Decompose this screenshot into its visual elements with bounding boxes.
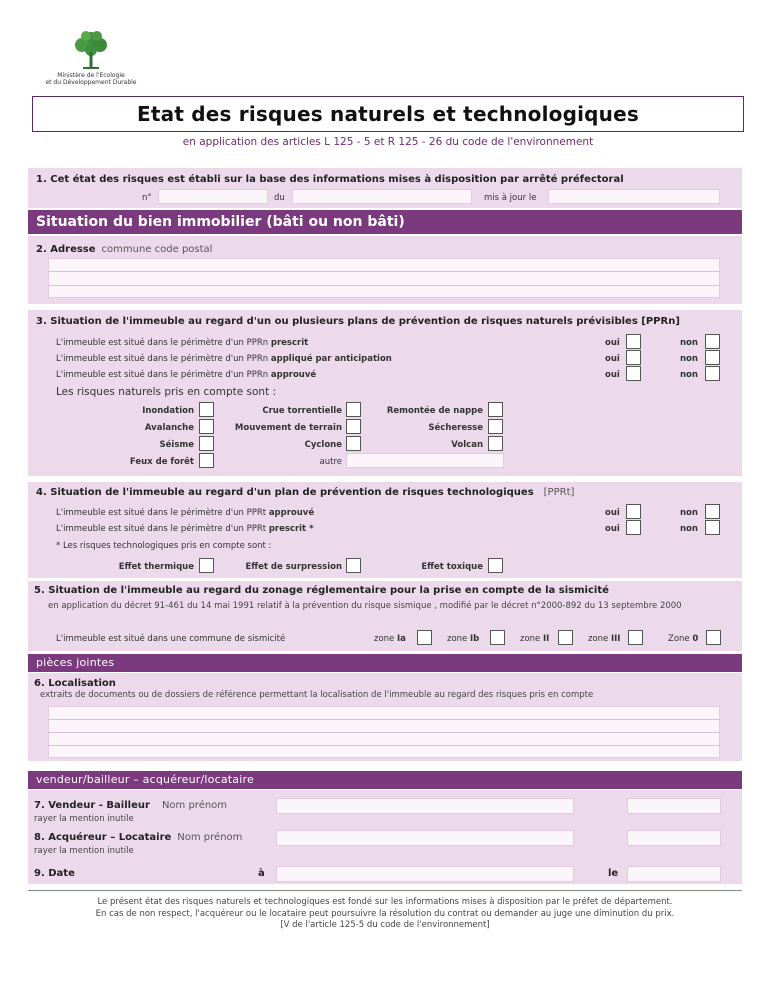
pprt-row-prescrit: L'immeuble est situé dans le périmètre d'un PPRt prescrit * [56, 524, 314, 534]
localisation-line-3 [48, 745, 720, 746]
pprn-approuve-non-checkbox[interactable] [705, 366, 720, 381]
pprn-row-approuve: L'immeuble est situé dans le périmètre d'un PPRn approuvé [56, 370, 317, 380]
risk-seisme-checkbox[interactable] [199, 436, 214, 451]
date-field[interactable] [627, 866, 721, 882]
vendeur-name-field[interactable] [276, 798, 574, 814]
risk-secheresse-checkbox[interactable] [488, 419, 503, 434]
effect-toxique-checkbox[interactable] [488, 558, 503, 573]
footer-notice [30, 897, 740, 932]
date-le-label: le [608, 868, 619, 879]
pprn-oui-label-2: oui [605, 354, 620, 364]
vendeur-name-label: Nom prénom [161, 800, 228, 811]
risk-volcan-checkbox[interactable] [488, 436, 503, 451]
pprn-non-label-2: non [680, 354, 698, 364]
risk-cyclone-checkbox[interactable] [346, 436, 361, 451]
pprn-prescrit-non-checkbox[interactable] [705, 334, 720, 349]
pieces-jointes-bar: pièces jointes [28, 654, 742, 672]
zone-ia-checkbox[interactable] [417, 630, 432, 645]
pprt-heading: 4. Situation de l'immeuble au regard d'un plan de prévention de risques technologiques [36, 487, 534, 498]
zone-ia-label: zone Ia [374, 634, 406, 644]
localisation-desc: extraits de documents ou de dossiers de référence permettant la localisation de l'immeuble au regard des risques pris en compte [40, 690, 594, 700]
effect-surpression-label: Effet de surpression [245, 562, 342, 572]
pprn-anticipation-non-checkbox[interactable] [705, 350, 720, 365]
zone-iii-label: zone III [588, 634, 621, 644]
address-line-1 [48, 271, 720, 272]
pprn-anticipation-oui-checkbox[interactable] [626, 350, 641, 365]
section-6-heading: 6. Localisation [34, 678, 116, 689]
effect-thermique-checkbox[interactable] [199, 558, 214, 573]
footer-line-2: En cas de non respect, l'acquéreur ou le locataire peut poursuivre la résolution du contrat ou demander au juge une diminution du prix. [95, 908, 675, 919]
date-place-field[interactable] [276, 866, 574, 882]
risk-seisme-label: Séisme [159, 440, 194, 450]
risk-mouvement-label: Mouvement de terrain [234, 423, 342, 433]
risk-avalanche-label: Avalanche [144, 423, 194, 433]
risk-remontee-checkbox[interactable] [488, 402, 503, 417]
pprn-non-label-1: non [680, 338, 698, 348]
zone-ii-checkbox[interactable] [558, 630, 573, 645]
acquereur-name-field[interactable] [276, 830, 574, 846]
vendeur-acquereur-bar: vendeur/bailleur – acquéreur/locataire [28, 771, 742, 789]
arrete-date-label: du [274, 193, 285, 203]
risk-feux-checkbox[interactable] [199, 453, 214, 468]
effect-surpression-checkbox[interactable] [346, 558, 361, 573]
title-box [32, 96, 744, 132]
acquereur-heading: 8. Acquéreur – Locataire [34, 832, 172, 843]
ministry-logo [36, 28, 146, 86]
zone-ib-label: zone Ib [447, 634, 480, 644]
logo-line-1: Ministère de l'Ecologie [57, 72, 125, 79]
pprt-oui-label-1: oui [605, 508, 620, 518]
risk-avalanche-checkbox[interactable] [199, 419, 214, 434]
pprt-oui-label-2: oui [605, 524, 620, 534]
vendeur-extra-field[interactable] [627, 798, 721, 814]
pprn-oui-label-1: oui [605, 338, 620, 348]
seismic-row-text: L'immeuble est situé dans une commune de sismicité [56, 634, 286, 644]
pprn-row-anticipation: L'immeuble est situé dans le périmètre d'un PPRn appliqué par anticipation [56, 354, 392, 364]
pprn-row-prescrit: L'immeuble est situé dans le périmètre d'un PPRn prescrit [56, 338, 309, 348]
natural-risks-title: Les risques naturels pris en compte sont : [56, 386, 277, 398]
pprt-risks-note: * Les risques technologiques pris en compte sont : [56, 541, 272, 551]
footer-line-3: [V de l'article 125-5 du code de l'environnement] [280, 920, 490, 930]
section-3-heading: 3. Situation de l'immeuble au regard d'un ou plusieurs plans de prévention de risques naturels prévisibles [PPRn] [36, 316, 680, 327]
risk-feux-label: Feux de forêt [129, 457, 194, 467]
risk-mouvement-checkbox[interactable] [346, 419, 361, 434]
date-place-label: à [258, 868, 265, 879]
zone-iii-checkbox[interactable] [628, 630, 643, 645]
pprt-prescrit-oui-checkbox[interactable] [626, 520, 641, 535]
pprt-non-label-1: non [680, 508, 698, 518]
page-subtitle: en application des articles L 125 - 5 et R 125 - 26 du code de l'environnement [182, 136, 594, 148]
section-8-heading [34, 832, 242, 843]
page-title: Etat des risques naturels et technologiques [137, 102, 639, 126]
pprt-tag: [PPRt] [543, 487, 575, 498]
risk-secheresse-label: Sécheresse [428, 423, 483, 433]
risk-crue-label: Crue torrentielle [262, 406, 342, 416]
risk-autre-field[interactable] [346, 453, 504, 468]
arrete-number-label: n° [142, 193, 152, 203]
address-sublabel: commune code postal [101, 244, 213, 255]
section-1-heading: 1. Cet état des risques est établi sur la base des informations mises à disposition par arrêté préfectoral [36, 174, 624, 185]
arrete-date-field[interactable] [292, 189, 472, 204]
address-field[interactable] [48, 258, 720, 298]
pprt-approuve-oui-checkbox[interactable] [626, 504, 641, 519]
section-9-heading: 9. Date [34, 868, 75, 879]
vendeur-heading: 7. Vendeur - Bailleur [34, 800, 150, 811]
risk-autre-label: autre [319, 457, 342, 467]
risk-crue-checkbox[interactable] [346, 402, 361, 417]
risk-volcan-label: Volcan [451, 440, 483, 450]
section-2-heading [36, 244, 212, 255]
localisation-line-2 [48, 732, 720, 733]
pprt-approuve-non-checkbox[interactable] [705, 504, 720, 519]
address-heading: 2. Adresse [36, 244, 96, 255]
vendeur-rayer-note: rayer la mention inutile [34, 814, 134, 824]
footer-rule [28, 890, 742, 891]
logo-line-2: et du Développement Durable [45, 79, 137, 86]
acquereur-rayer-note: rayer la mention inutile [34, 846, 134, 856]
update-date-label: mis à jour le [484, 193, 537, 203]
situation-bar: Situation du bien immobilier (bâti ou non bâti) [28, 210, 742, 234]
pprt-prescrit-non-checkbox[interactable] [705, 520, 720, 535]
footer-line-1: Le présent état des risques naturels et technologiques est fondé sur les informations mises à disposition par le préfet de département. [97, 897, 673, 907]
pprn-oui-label-3: oui [605, 370, 620, 380]
zone-ii-label: zone II [520, 634, 550, 644]
pprt-non-label-2: non [680, 524, 698, 534]
pprn-prescrit-oui-checkbox[interactable] [626, 334, 641, 349]
seismic-decree-text: en application du décret 91-461 du 14 mai 1991 relatif à la prévention du risque sismique , modifié par le décret n°2000-892 du 13 septembre 2000 [48, 601, 682, 611]
section-4-heading [36, 487, 574, 498]
risk-cyclone-label: Cyclone [304, 440, 342, 450]
risk-remontee-label: Remontée de nappe [386, 406, 483, 416]
zone-ib-checkbox[interactable] [490, 630, 505, 645]
zone-0-label: Zone 0 [668, 634, 699, 644]
arrete-number-field[interactable] [158, 189, 268, 204]
pprn-non-label-3: non [680, 370, 698, 380]
pprt-row-approuve: L'immeuble est situé dans le périmètre d'un PPRt approuvé [56, 508, 315, 518]
acquereur-name-label: Nom prénom [177, 832, 243, 843]
effect-thermique-label: Effet thermique [118, 562, 194, 572]
pprn-approuve-oui-checkbox[interactable] [626, 366, 641, 381]
effect-toxique-label: Effet toxique [421, 562, 483, 572]
risk-inondation-label: Inondation [142, 406, 194, 416]
zone-0-checkbox[interactable] [706, 630, 721, 645]
update-date-field[interactable] [548, 189, 720, 204]
localisation-line-1 [48, 719, 720, 720]
tree-icon [71, 28, 111, 70]
risk-inondation-checkbox[interactable] [199, 402, 214, 417]
acquereur-extra-field[interactable] [627, 830, 721, 846]
address-line-2 [48, 285, 720, 286]
section-5-heading: 5. Situation de l'immeuble au regard du zonage réglementaire pour la prise en compte de la sismicité [34, 585, 609, 596]
section-7-heading [34, 800, 227, 811]
